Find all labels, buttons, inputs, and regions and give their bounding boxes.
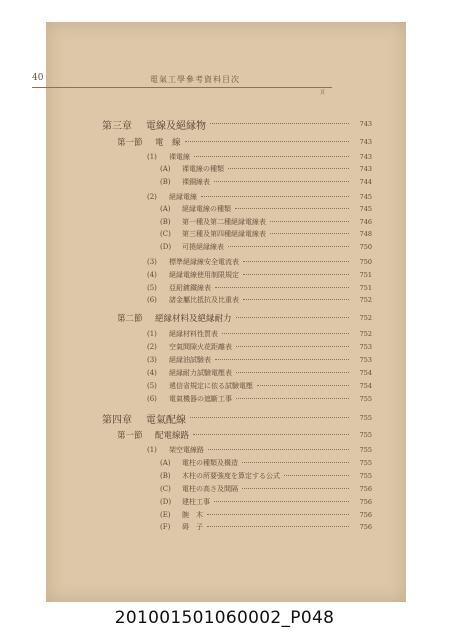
toc-entry-title: 建柱工事 bbox=[182, 498, 210, 506]
toc-entry-item bbox=[147, 269, 372, 281]
toc-entry-item bbox=[147, 444, 372, 456]
toc-entry-page: 745 bbox=[359, 193, 372, 201]
toc-entry-title: 絕縁材料及絕縁耐力 bbox=[155, 314, 232, 324]
leader-dots bbox=[242, 488, 349, 489]
toc-entry-number: (B) bbox=[160, 178, 171, 186]
toc-entry-number: (B) bbox=[160, 218, 171, 226]
toc-entry-title: 絕縁電線使用制限規定 bbox=[169, 271, 239, 279]
leader-dots bbox=[214, 181, 349, 182]
toc-entry-title: 電柱の種類及構造 bbox=[182, 459, 238, 467]
toc-entry-item bbox=[147, 294, 372, 306]
leader-dots bbox=[243, 299, 349, 300]
leader-dots bbox=[222, 333, 349, 334]
toc-entry-page: 756 bbox=[359, 498, 372, 506]
leader-dots bbox=[185, 141, 349, 142]
leader-dots bbox=[236, 346, 349, 347]
toc-entry-title: 裸電線の種類 bbox=[182, 165, 224, 173]
leader-dots bbox=[228, 246, 349, 247]
toc-entry-title: 空氣間隙火花距離表 bbox=[169, 343, 232, 351]
toc-entry-title: 亞鉛鍍鐵線表 bbox=[169, 284, 211, 292]
toc-entry-page: 756 bbox=[359, 485, 372, 493]
toc-entry-sub bbox=[160, 176, 372, 188]
toc-entry-number: (3) bbox=[147, 258, 157, 266]
toc-entry-number: (A) bbox=[160, 459, 171, 467]
toc-entry-number: (D) bbox=[160, 498, 172, 506]
toc-entry-chapter bbox=[102, 412, 372, 424]
toc-entry-item bbox=[147, 282, 372, 294]
leader-dots bbox=[190, 417, 349, 418]
toc-entry-page: 752 bbox=[359, 330, 372, 338]
leader-dots bbox=[270, 233, 349, 234]
toc-entry-item bbox=[147, 328, 372, 340]
toc-entry-number: (2) bbox=[147, 343, 157, 351]
leader-dots bbox=[243, 274, 349, 275]
toc-entry-page: 755 bbox=[359, 414, 372, 422]
toc-entry-item bbox=[147, 191, 372, 203]
toc-entry-sub bbox=[160, 509, 372, 521]
toc-entry-item bbox=[147, 393, 372, 405]
toc-entry-title: 電 線 bbox=[155, 138, 181, 148]
toc-entry-page: 743 bbox=[359, 120, 372, 128]
toc-entry-sub bbox=[160, 470, 372, 482]
toc-entry-number: (C) bbox=[160, 485, 171, 493]
toc-entry-title: 木柱の所要強度を算定する公式 bbox=[182, 472, 280, 480]
toc-entry-number: (5) bbox=[147, 284, 157, 292]
leader-dots bbox=[193, 434, 349, 435]
toc-entry-title: 絕縁耐力試驗電壓表 bbox=[169, 369, 232, 377]
toc-entry-sub bbox=[160, 521, 372, 533]
toc-entry-number: (1) bbox=[147, 446, 157, 454]
toc-entry-number: (3) bbox=[147, 356, 157, 364]
toc-entry-page: 756 bbox=[359, 511, 372, 519]
toc-entry-page: 745 bbox=[359, 205, 372, 213]
toc-entry-page: 756 bbox=[359, 523, 372, 531]
toc-entry-page: 743 bbox=[359, 138, 372, 146]
leader-dots bbox=[236, 372, 349, 373]
toc-entry-number: (A) bbox=[160, 165, 171, 173]
toc-entry-title: 諸金屬比抵抗及比重表 bbox=[169, 296, 239, 304]
toc-entry-page: 753 bbox=[359, 343, 372, 351]
leader-dots bbox=[257, 385, 349, 386]
toc-entry-section bbox=[117, 136, 372, 148]
toc-entry-title: 碍 子 bbox=[182, 523, 203, 531]
toc-entry-page: 751 bbox=[359, 271, 372, 279]
toc-entry-number: (F) bbox=[160, 523, 171, 531]
toc-entry-title: 配電線路 bbox=[155, 431, 190, 441]
page-number: 40 bbox=[32, 73, 44, 83]
running-title: 電氣工學參考資料目次 bbox=[150, 75, 240, 84]
toc-entry-title: 第三種及第四種絕縁電線表 bbox=[182, 230, 266, 238]
toc-entry-title: 可撓絕縁線表 bbox=[182, 243, 224, 251]
toc-entry-number: (4) bbox=[147, 271, 157, 279]
toc-entry-number: (6) bbox=[147, 395, 157, 403]
toc-entry-page: 755 bbox=[359, 395, 372, 403]
toc-entry-title: 絕縁油試驗表 bbox=[169, 356, 211, 364]
toc-entry-page: 754 bbox=[359, 369, 372, 377]
toc-entry-number: (5) bbox=[147, 382, 157, 390]
toc-entry-item bbox=[147, 380, 372, 392]
toc-entry-number: (B) bbox=[160, 472, 171, 480]
toc-entry-number: (6) bbox=[147, 296, 157, 304]
leader-dots bbox=[207, 514, 349, 515]
toc-entry-title: 第一種及第二種絕縁電線表 bbox=[182, 218, 266, 226]
leader-dots bbox=[235, 208, 349, 209]
toc-entry-title: 電氣配線 bbox=[146, 414, 186, 426]
toc-entry-page: 752 bbox=[359, 314, 372, 322]
toc-entry-sub bbox=[160, 216, 372, 228]
toc-entry-number: (A) bbox=[160, 205, 171, 213]
leader-dots bbox=[284, 475, 349, 476]
toc-entry-page: 755 bbox=[359, 459, 372, 467]
toc-entry-sub bbox=[160, 203, 372, 215]
leader-dots bbox=[214, 501, 349, 502]
toc-entry-sub bbox=[160, 228, 372, 240]
toc-entry-page: 753 bbox=[359, 356, 372, 364]
toc-entry-page: 748 bbox=[359, 230, 372, 238]
toc-entry-section bbox=[117, 312, 372, 324]
toc-entry-page: 755 bbox=[359, 472, 372, 480]
leader-dots bbox=[236, 398, 349, 399]
toc-entry-title: 電線及絕縁物 bbox=[146, 120, 206, 132]
leader-dots bbox=[194, 156, 349, 157]
toc-entry-number: (E) bbox=[160, 511, 171, 519]
toc-entry-title: 遞信省規定に依る試驗電壓 bbox=[169, 382, 253, 390]
toc-entry-title: 絕縁材料性質表 bbox=[169, 330, 218, 338]
toc-entry-title: 電柱の高さ及間隔 bbox=[182, 485, 238, 493]
toc-entry-number: 第四章 bbox=[102, 414, 132, 426]
toc-entry-item bbox=[147, 256, 372, 268]
toc-entry-item bbox=[147, 151, 372, 163]
toc-entry-page: 750 bbox=[359, 258, 372, 266]
toc-entry-page: 754 bbox=[359, 382, 372, 390]
toc-entry-number: (1) bbox=[147, 153, 157, 161]
toc-entry-title: 絕縁電線の種類 bbox=[182, 205, 231, 213]
toc-entry-page: 755 bbox=[359, 446, 372, 454]
leader-dots bbox=[210, 123, 349, 124]
toc-entry-page: 746 bbox=[359, 218, 372, 226]
toc-entry-section bbox=[117, 429, 372, 441]
header-rule bbox=[32, 87, 332, 88]
leader-dots bbox=[208, 449, 349, 450]
toc-entry-number: (C) bbox=[160, 230, 171, 238]
toc-entry-sub bbox=[160, 457, 372, 469]
leader-dots bbox=[270, 221, 349, 222]
toc-entry-sub bbox=[160, 163, 372, 175]
leader-dots bbox=[201, 196, 349, 197]
toc-entry-item bbox=[147, 341, 372, 353]
toc-entry-number: (4) bbox=[147, 369, 157, 377]
toc-entry-item bbox=[147, 354, 372, 366]
toc-entry-page: 750 bbox=[359, 243, 372, 251]
toc-entry-title: 絕縁電線 bbox=[169, 193, 197, 201]
leader-dots bbox=[215, 287, 349, 288]
toc-entry-title: 架空電線路 bbox=[169, 446, 204, 454]
toc-entry-page: 744 bbox=[359, 178, 372, 186]
toc-entry-page: 743 bbox=[359, 153, 372, 161]
leader-dots bbox=[242, 462, 349, 463]
toc-entry-number: (1) bbox=[147, 330, 157, 338]
toc-entry-item bbox=[147, 367, 372, 379]
toc-entry-number: (D) bbox=[160, 243, 172, 251]
toc-entry-page: 751 bbox=[359, 284, 372, 292]
toc-entry-number: 第一節 bbox=[117, 431, 143, 441]
leader-dots bbox=[236, 317, 349, 318]
toc-entry-number: 第一節 bbox=[117, 138, 143, 148]
toc-entry-title: 標準絕縁線安全電流表 bbox=[169, 258, 239, 266]
toc-entry-page: 743 bbox=[359, 165, 372, 173]
toc-entry-title: 腕 木 bbox=[182, 511, 203, 519]
toc-entry-number: 第二節 bbox=[117, 314, 143, 324]
toc-entry-chapter bbox=[102, 118, 372, 130]
toc-entry-sub bbox=[160, 496, 372, 508]
toc-entry-sub bbox=[160, 483, 372, 495]
leader-dots bbox=[207, 526, 349, 527]
toc-entry-page: 755 bbox=[359, 431, 372, 439]
toc-entry-number: (2) bbox=[147, 193, 157, 201]
leader-dots bbox=[215, 359, 349, 360]
toc-entry-sub bbox=[160, 241, 372, 253]
image-caption: 201001501060002_P048 bbox=[114, 608, 335, 628]
toc-entry-page: 752 bbox=[359, 296, 372, 304]
toc-entry-title: 裸銅線表 bbox=[182, 178, 210, 186]
leader-dots bbox=[228, 168, 349, 169]
toc-entry-number: 第三章 bbox=[102, 120, 132, 132]
leader-dots bbox=[243, 261, 349, 262]
toc-entry-title: 電氣機器の遮斷工事 bbox=[169, 395, 232, 403]
page-column-label: 頁 bbox=[320, 90, 326, 96]
toc-entry-title: 裸電線 bbox=[169, 153, 190, 161]
